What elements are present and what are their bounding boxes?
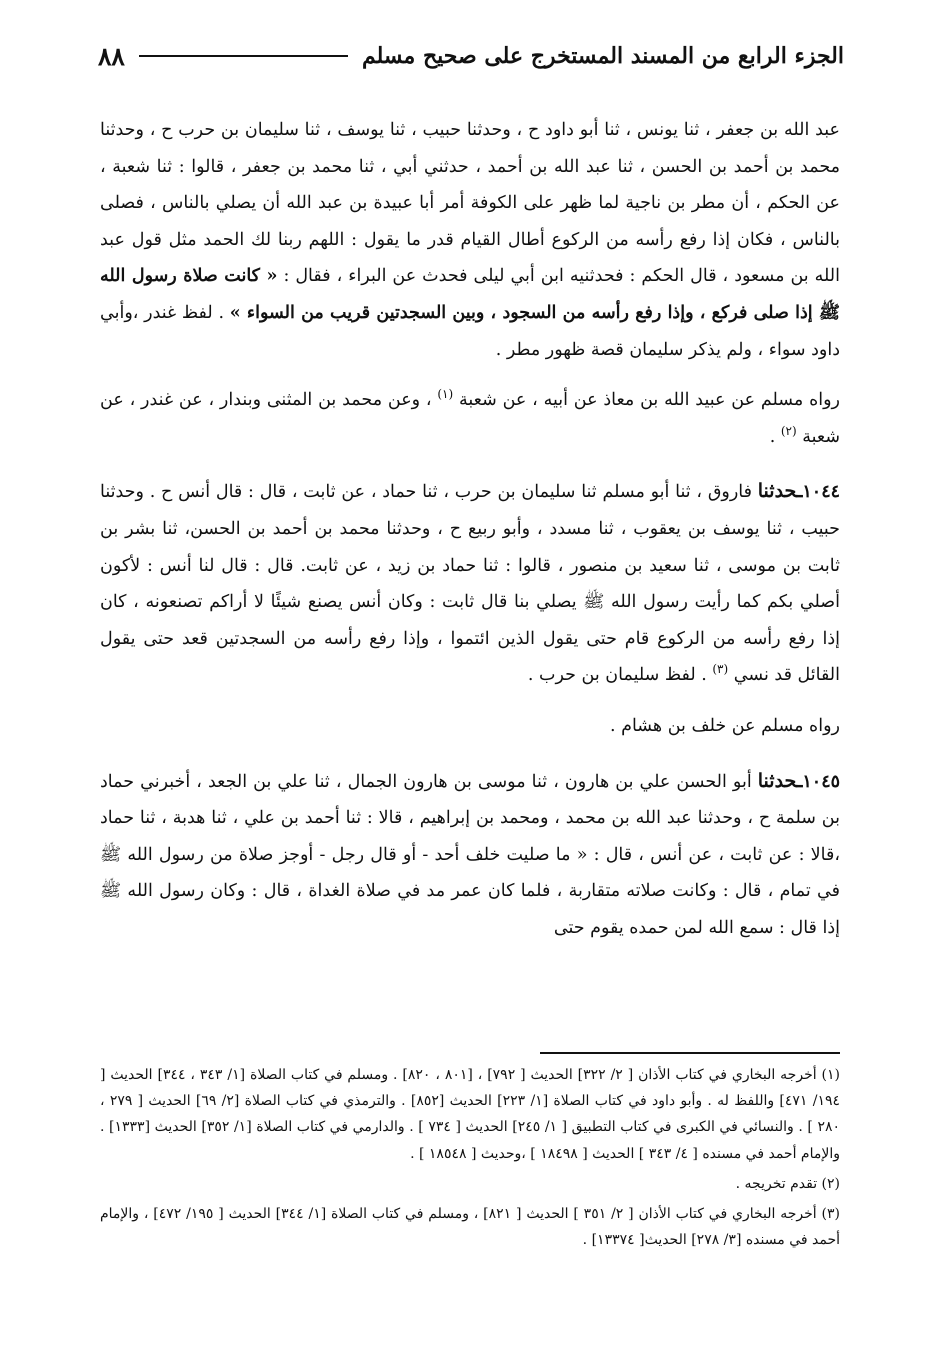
hadith-number: ١٠٤٥ <box>802 771 840 792</box>
haddathana-label: ـحدثنا <box>757 480 803 503</box>
page-number: ٨٨ <box>98 41 125 71</box>
footnote-ref: (٢) <box>780 423 797 438</box>
page-header <box>98 36 844 76</box>
paragraph-text: رواه مسلم عن عبيد الله بن معاذ عن أبيه ، عن شعبة <box>453 390 841 411</box>
paragraph-text: فاروق ، ثنا أبو مسلم ثنا سليمان بن حرب ، ثنا حماد ، عن ثابت ، قال : قال أنس ح . وحدثنا حبيب ، ثنا يوسف بن يعقوب ، ثنا مسدد ، وأبو ربيع ح ، وحدثنا محمد بن أحمد بن الحسن، ثنا بشر بن ثابت بن موسى ، ثنا سعيد بن منصور ، قالوا : ثنا حماد بن زيد ، عن ثابت. قال : قال لنا أنس : لأكون أصلي بكم كما رأيت رسول الله ﷺ يصلي بنا قال ثابت : وكان أنس يصنع شيئًا لا أراكم تصنعونه ، كان إذا رفع رأسه من الركوع قام حتى يقول الذين ائتموا ، وإذا رفع رأسه من السجدتين قعد حتى يقول القائل قد نسي <box>100 482 840 686</box>
hadith-number: ١٠٤٤ <box>802 482 840 503</box>
haddathana-label: ـحدثنا <box>757 769 803 792</box>
paragraph-text: أبو الحسن علي بن هارون ، ثنا موسى بن هارون الجمال ، ثنا علي بن الجعد ، أخبرني حماد بن سلمة ح ، وحدثنا عبد الله بن محمد ، ومحمد بن إبراهيم ، قالا : ثنا أحمد بن علي ، ثنا هدبة ، ثنا حماد ،قالا : عن ثابت ، عن أنس ، قال : « ما صليت خلف أحد - أو قال رجل - أوجز صلاة من رسول الله ﷺ في تمام ، قال : وكانت صلاته متقاربة ، فلما كان عمر مد في صلاة الغداة ، قال : وكان رسول الله ﷺ إذا قال : سمع الله لمن حمده يقوم حتى <box>100 771 840 938</box>
footnote: (١) أخرجه البخاري في كتاب الأذان [ ٢/ ٣٢٢] الحديث [ ٧٩٢] ، [٨٠١ ، ٨٢٠] . ومسلم في كتاب الصلاة [١/ ٣٤٣ ، ٣٤٤] الحديث [ ١٩٤/ ٤٧١] واللفظ له . وأبو داود في كتاب الصلاة [١/ ٢٢٣] الحديث [٨٥٢] . والترمذي في كتاب الصلاة [٢/ ٦٩] الحديث [ ٢٧٩ ، ٢٨٠ ] . والنسائي في الكبرى في كتاب التطبيق [ ١/ ٢٤٥] الحديث [ ٧٣٤ ] . والدارمي في كتاب الصلاة [١/ ٣٥٢] الحديث [١٣٣٣] . والإمام أحمد في مسنده [ ٤/ ٣٤٣ ] الحديث [ ١٨٤٩٨ ] ،وحديث [ ١٨٥٤٨ ] . <box>100 1067 840 1162</box>
paragraph-text: . لفظ سليمان بن حرب . <box>527 665 713 686</box>
footnote-ref: (٣) <box>712 662 729 677</box>
paragraph-text: . لفظ غندر ،وأبي داود سواء ، ولم يذكر سليمان قصة ظهور مطر . <box>100 302 840 360</box>
paragraph <box>100 112 840 368</box>
hadith-quote: « كانت صلاة رسول الله ﷺ إذا صلى فركع ، وإذا رفع رأسه من السجود ، وبين السجدتين قريب من السواء » <box>100 266 840 323</box>
paragraph-text: ، وعن محمد بن المثنى وبندار ، عن غندر ، عن شعبة <box>100 390 840 447</box>
footnote: (٣) أخرجه البخاري في كتاب الأذان [ ٢/ ٣٥١ ] الحديث [ ٨٢١] ، ومسلم في كتاب الصلاة [١/ ٣٤٤] الحديث [ ١٩٥/ ٤٧٢] ، والإمام أحمد في مسنده [٣/ ٢٧٨] الحديث[ ١٣٣٧٤] . <box>100 1206 840 1249</box>
body-text <box>100 112 840 960</box>
footnote-ref: (١) <box>437 387 454 402</box>
hadith-paragraph <box>100 763 840 947</box>
footnote: (٢) تقدم تخريجه . <box>735 1175 840 1192</box>
paragraph-text: . <box>769 426 781 447</box>
riwayah-paragraph <box>100 708 840 745</box>
paragraph-text: عبد الله بن جعفر ، ثنا يونس ، ثنا أبو داود ح ، وحدثنا حبيب ، ثنا يوسف ، ثنا سليمان بن حرب ح ، وحدثنا محمد بن أحمد بن الحسن ، ثنا عبد الله بن أحمد ، حدثني أبي ، ثنا محمد بن جعفر ، قالوا : ثنا شعبة ، عن الحكم ، أن مطر بن ناجية لما ظهر على الكوفة أمر أبا عبيدة بن عبد الله أن يصلي بالناس ، فصلى بالناس ، فكان إذا رفع رأسه من الركوع أطال القيام قدر ما يقول : اللهم ربنا لك الحمد مثل قول عبد الله بن مسعود ، قال الحكم : فحدثنيه ابن أبي ليلى فحدث عن البراء ، فقال : <box>100 120 840 287</box>
footnote-separator <box>540 1052 840 1054</box>
riwayah-paragraph <box>100 382 840 455</box>
header-rule <box>139 55 348 57</box>
paragraph-text: رواه مسلم عن خلف بن هشام . <box>610 715 840 736</box>
footnotes <box>100 1062 840 1257</box>
running-title: الجزء الرابع من المسند المستخرج على صحيح مسلم <box>361 43 844 69</box>
hadith-paragraph <box>100 473 840 694</box>
